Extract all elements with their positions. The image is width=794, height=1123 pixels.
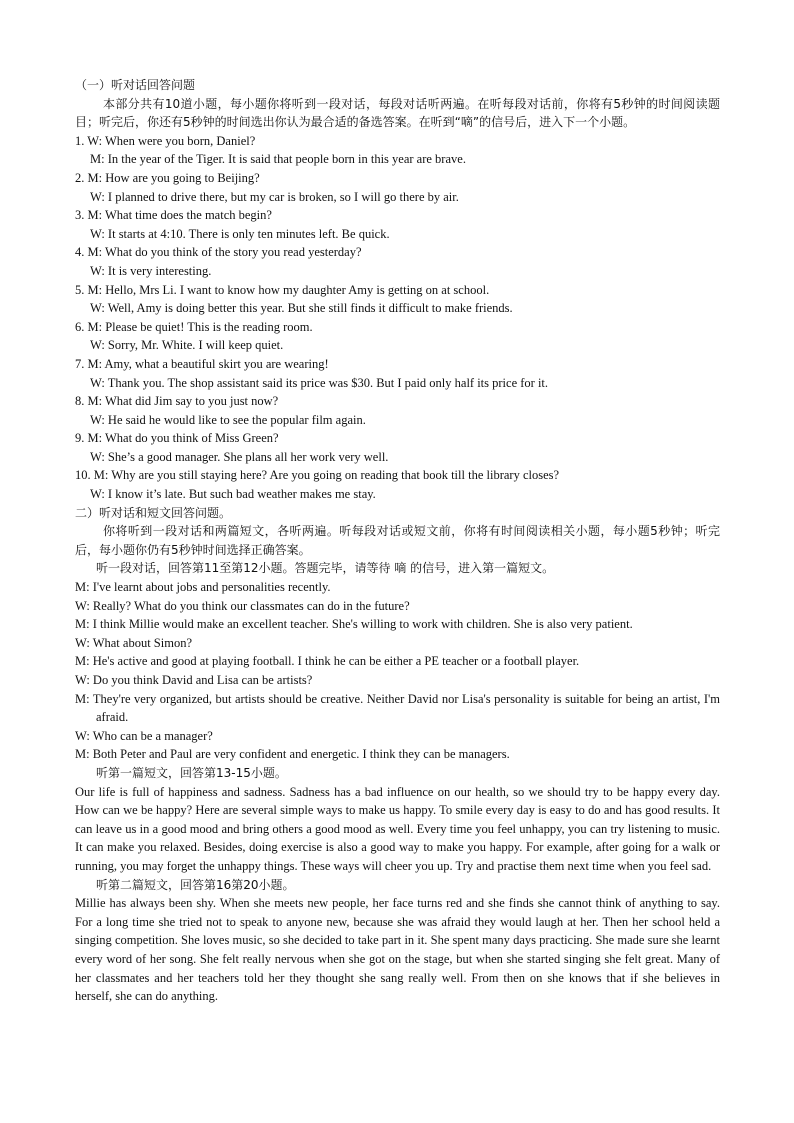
conversation xyxy=(75,578,720,764)
conversation-line: W: Really? What do you think our classmates can do in the future? xyxy=(75,598,410,613)
dialogue-3-question: 3. M: What time does the match begin? xyxy=(75,208,272,223)
section2-intro: 你将听到一段对话和两篇短文，各听两遍。听每段对话或短文前，你将有时间阅读相关小题，每小题5秒钟；听完后，每小题你仍有5秒钟时间选择正确答案。 xyxy=(75,524,720,557)
passage1-instruction: 听第一篇短文，回答第13-15小题。 xyxy=(96,765,287,780)
dialogue-6-answer: W: Sorry, Mr. White. I will keep quiet. xyxy=(90,338,284,353)
dialogue-4-answer: W: It is very interesting. xyxy=(90,263,212,278)
dialogue-2-question: 2. M: How are you going to Beijing? xyxy=(75,170,260,185)
conversation-line: W: Who can be a manager? xyxy=(75,728,213,743)
dialogue-9-question: 9. M: What do you think of Miss Green? xyxy=(75,431,279,446)
dialogue-10-answer: W: I know it’s late. But such bad weather makes me stay. xyxy=(90,487,376,502)
dialogue-1-question: 1. W: When were you born, Daniel? xyxy=(75,133,256,148)
dialogue-8-answer: W: He said he would like to see the popular film again. xyxy=(90,412,366,427)
document-page xyxy=(75,76,720,1006)
conversation-line: W: Do you think David and Lisa can be artists? xyxy=(75,673,313,687)
dialogue-2-answer: W: I planned to drive there, but my car is broken, so I will go there by air. xyxy=(90,189,459,204)
conversation-line: M: I've learnt about jobs and personalities recently. xyxy=(75,580,331,595)
dialogue-3-answer: W: It starts at 4:10. There is only ten minutes left. Be quick. xyxy=(90,226,390,241)
dialogue-9-answer: W: She’s a good manager. She plans all her work very well. xyxy=(90,449,389,464)
conversation-line: M: He's active and good at playing football. I think he can be either a PE teacher or a football player. xyxy=(75,654,580,669)
dialogue-7-answer: W: Thank you. The shop assistant said its price was $30. But I paid only half its price for it. xyxy=(90,375,549,390)
conversation-line: W: What about Simon? xyxy=(75,635,192,650)
dialogue-6-question: 6. M: Please be quiet! This is the reading room. xyxy=(75,319,313,334)
passage2-text: Millie has always been shy. When she meets new people, her face turns red and she finds she cannot think of anything to say. For a long time she tried not to speak to anyone new, because she was afraid they would laugh at her. Then her school held a singing competition. She loves music, so she decided to take part in it. She spent many days practicing. She made sure she learnt every word of her song. She felt really nervous when she got on the stage, but when she started singing she felt great. Many of her classmates and her teachers told her they thought she sang really well. From then on she knows that if she believes in herself, she can do anything. xyxy=(75,896,720,1004)
section1-intro: 本部分共有10道小题，每小题你将听到一段对话，每段对话听两遍。在听每段对话前，你将有5秒钟的时间阅读题目；听完后，你还有5秒钟的时间选出你认为最合适的备选答案。在听到“嘀”的信号后，进入下一个小题。 xyxy=(75,96,720,130)
dialogue-4-question: 4. M: What do you think of the story you read yesterday? xyxy=(75,245,362,260)
conversation-line: M: I think Millie would make an excellent teacher. She's willing to work with children. She is also very patient. xyxy=(75,617,633,632)
passage2-instruction: 听第二篇短文，回答第16第20小题。 xyxy=(96,877,295,892)
dialogue-8-question: 8. M: What did Jim say to you just now? xyxy=(75,394,279,409)
conversation-line: M: They're very organized, but artists should be creative. Neither David nor Lisa's personality is suitable for being an artist, I'm afraid. xyxy=(75,691,720,725)
section1-title: （一）听对话回答问题 xyxy=(75,78,196,92)
dialogue-7-question: 7. M: Amy, what a beautiful skirt you are wearing! xyxy=(75,356,329,371)
dialogue-5-question: 5. M: Hello, Mrs Li. I want to know how my daughter Amy is getting on at school. xyxy=(75,282,490,297)
dialogue-10-question: 10. M: Why are you still staying here? Are you going on reading that book till the library closes? xyxy=(75,468,560,483)
section2-title: 二）听对话和短文回答问题。 xyxy=(75,505,232,520)
dialogue-1-answer: M: In the year of the Tiger. It is said that people born in this year are brave. xyxy=(90,152,466,167)
conversation-line: M: Both Peter and Paul are very confident and energetic. I think they can be managers. xyxy=(75,747,510,762)
passage1-text: Our life is full of happiness and sadness. Sadness has a bad influence on our health, so we should try to be happy every day. How can we be happy? Here are several simple ways to make us happy. To smile every day is easy to do and has good results. It can leave us in a good mood and bring others a good mood as well. Every time you feel unhappy, you can try listening to music. It can make you relaxed. Besides, doing exercise is also a good way to make you happy. For example, after going for a walk or running, you may forget the unhappy things. These ways will cheer you up. Try and practise them next time when you feel sad. xyxy=(75,784,720,873)
conversation-instruction: 听一段对话，回答第11至第12小题。答题完毕，请等待 嘀 的信号，进入第一篇短文。 xyxy=(96,561,555,576)
dialogue-list xyxy=(75,132,720,504)
dialogue-5-answer: W: Well, Amy is doing better this year. But she still finds it difficult to make friends. xyxy=(90,301,513,316)
